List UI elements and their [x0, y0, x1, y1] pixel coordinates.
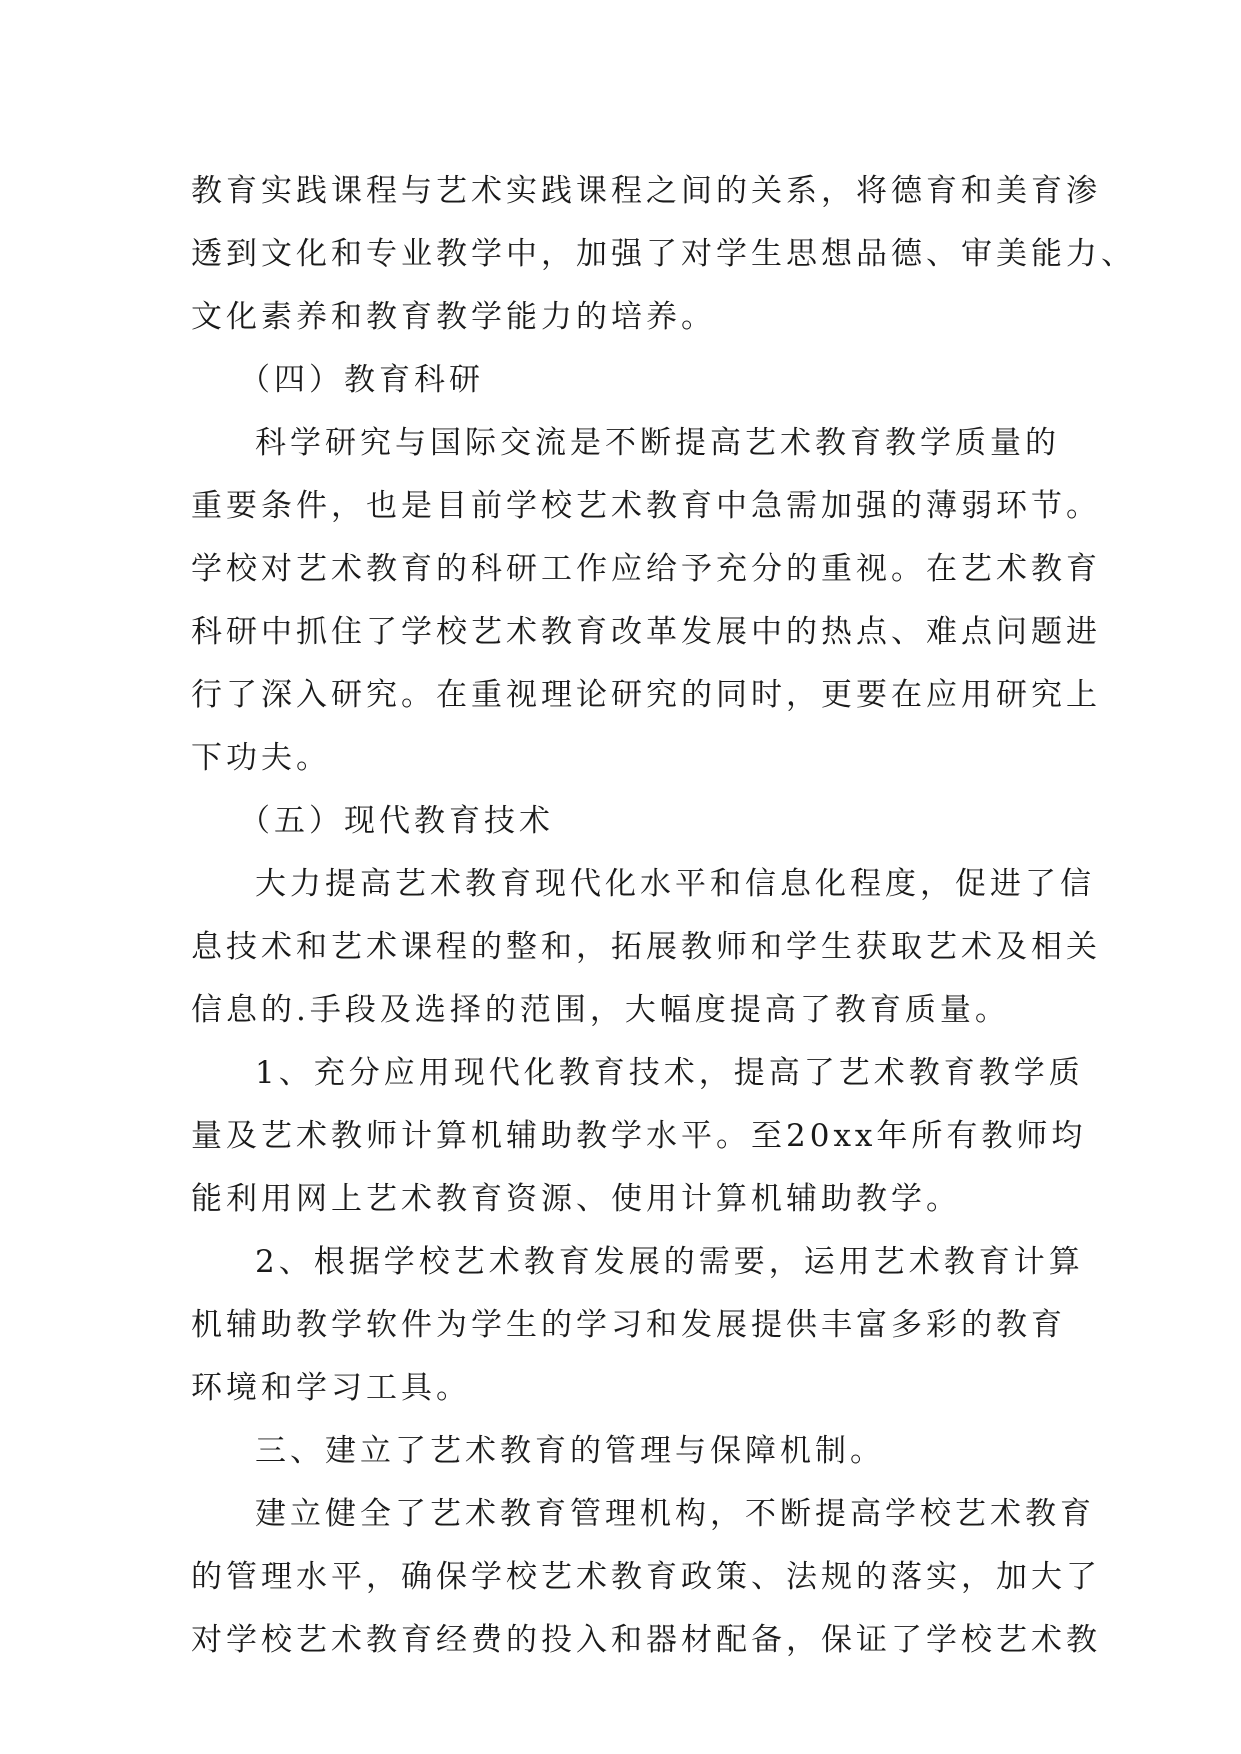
paragraph-line: 科研中抓住了学校艺术教育改革发展中的热点、难点问题进 [191, 614, 1101, 650]
paragraph-line: 下功夫。 [191, 740, 331, 776]
paragraph-line: 文化素养和教育教学能力的培养。 [191, 299, 716, 335]
section-heading-research: （四）教育科研 [239, 362, 484, 398]
document-body [191, 160, 1136, 1672]
paragraph-line: 信息的.手段及选择的范围，大幅度提高了教育质量。 [191, 992, 1010, 1028]
section-heading-management: 三、建立了艺术教育的管理与保障机制。 [255, 1433, 885, 1469]
list-item-line: 量及艺术教师计算机辅助教学水平。至20xx年所有教师均 [191, 1118, 1087, 1154]
paragraph-line: 大力提高艺术教育现代化水平和信息化程度，促进了信 [255, 866, 1095, 902]
paragraph-line: 息技术和艺术课程的整和，拓展教师和学生获取艺术及相关 [191, 929, 1101, 965]
paragraph-line: 行了深入研究。在重视理论研究的同时，更要在应用研究上 [191, 677, 1101, 713]
list-item-line: 能利用网上艺术教育资源、使用计算机辅助教学。 [191, 1181, 961, 1217]
paragraph-line: 对学校艺术教育经费的投入和器材配备，保证了学校艺术教 [191, 1622, 1101, 1658]
paragraph-line: 学校对艺术教育的科研工作应给予充分的重视。在艺术教育 [191, 551, 1101, 587]
section-heading-technology: （五）现代教育技术 [239, 803, 554, 839]
paragraph-line: 的管理水平，确保学校艺术教育政策、法规的落实，加大了 [191, 1559, 1101, 1595]
paragraph-line: 重要条件，也是目前学校艺术教育中急需加强的薄弱环节。 [191, 488, 1101, 524]
list-item-line: 1、充分应用现代化教育技术，提高了艺术教育教学质 [255, 1055, 1084, 1091]
list-item-line: 2、根据学校艺术教育发展的需要，运用艺术教育计算 [255, 1244, 1084, 1280]
paragraph-line: 教育实践课程与艺术实践课程之间的关系，将德育和美育渗 [191, 173, 1101, 209]
list-item-line: 机辅助教学软件为学生的学习和发展提供丰富多彩的教育 [191, 1307, 1066, 1343]
list-item-line: 环境和学习工具。 [191, 1370, 471, 1406]
paragraph-line: 科学研究与国际交流是不断提高艺术教育教学质量的 [255, 425, 1060, 461]
paragraph-line: 建立健全了艺术教育管理机构，不断提高学校艺术教育 [255, 1496, 1095, 1532]
paragraph-line: 透到文化和专业教学中，加强了对学生思想品德、审美能力、 [191, 236, 1136, 272]
